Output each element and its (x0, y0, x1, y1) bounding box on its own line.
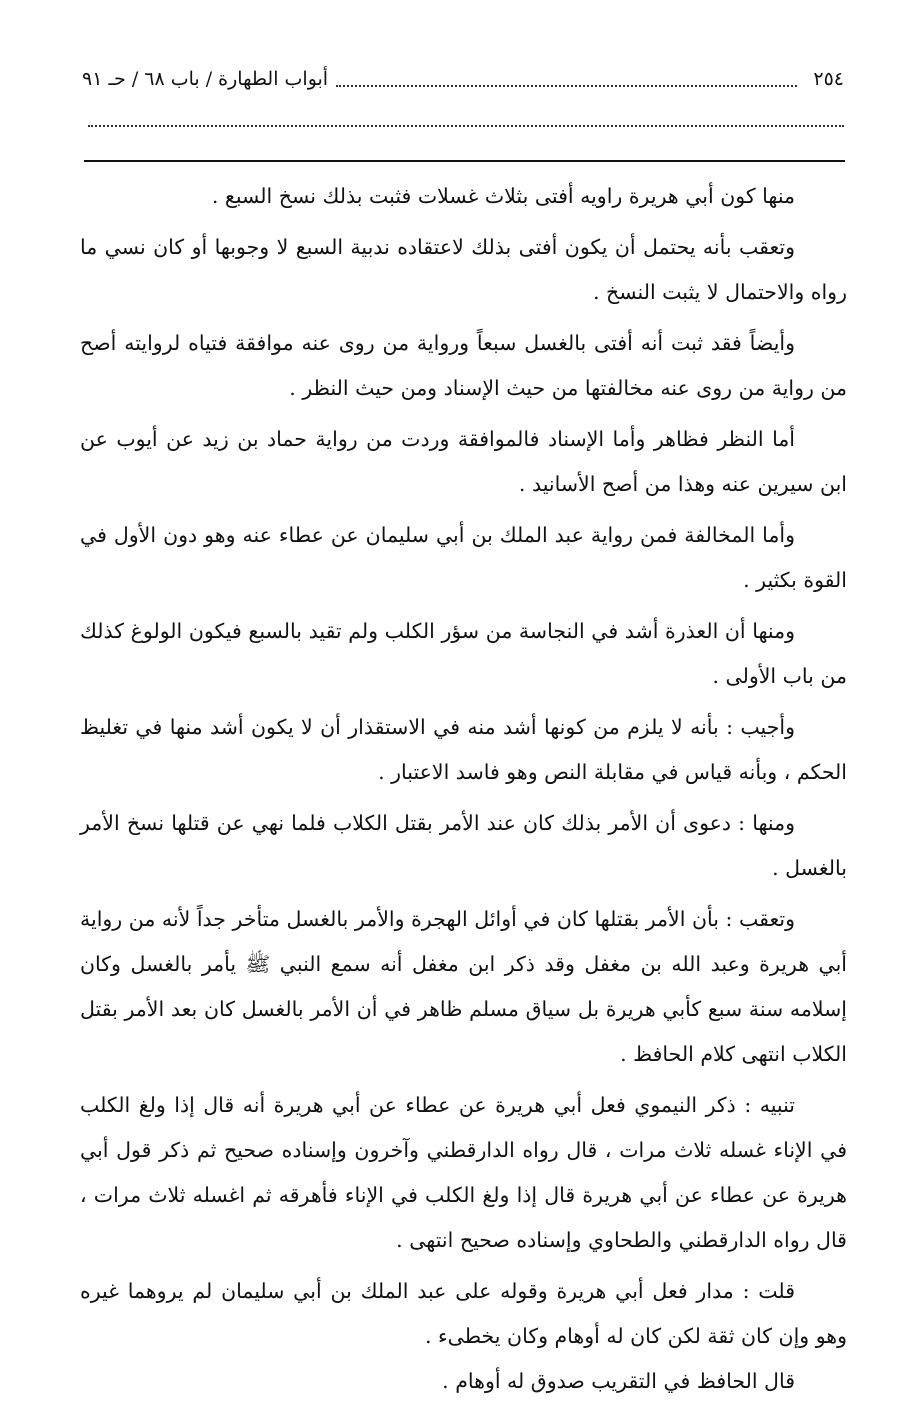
paragraph: وتعقب بأنه يحتمل أن يكون أفتى بذلك لاعتقاده ندبية السبع لا وجوبها أو كان نسي ما رواه والاحتمال لا يثبت النسخ . (80, 235, 847, 304)
paragraph: أما النظر فظاهر وأما الإسناد فالموافقة وردت من رواية حماد بن زيد عن أيوب عن ابن سيرين عنه وهذا من أصح الأسانيد . (80, 427, 847, 496)
page-body (80, 174, 847, 1404)
header-title: أبواب الطهارة / باب ٦٨ / حـ ٩١ (82, 68, 329, 90)
dotted-separator (88, 125, 844, 127)
paragraph: تنبيه : ذكر النيموي فعل أبي هريرة عن عطاء عن أبي هريرة أنه قال إذا ولغ الكلب في الإناء غسله ثلاث مرات ، قال رواه الدارقطني وآخرون وإسناده صحيح ثم ذكر قول أبي هريرة عن عطاء عن أبي هريرة قال إذا ولغ الكلب في الإناء فأهرقه ثم اغسله ثلاث مرات ، قال رواه الدارقطني والطحاوي وإسناده صحيح انتهى . (80, 1093, 847, 1252)
header-dot-leader (336, 84, 797, 87)
paragraph: ومنها أن العذرة أشد في النجاسة من سؤر الكلب ولم تقيد بالسبع فيكون الولوغ كذلك من باب الأولى . (80, 619, 847, 688)
page-number: ٢٥٤ (813, 68, 844, 90)
paragraph: ومنها : دعوى أن الأمر بذلك كان عند الأمر بقتل الكلاب فلما نهي عن قتلها نسخ الأمر بالغسل . (80, 811, 847, 880)
running-header (82, 64, 844, 94)
paragraph: وأيضاً فقد ثبت أنه أفتى بالغسل سبعاً ورواية من روى عنه موافقة فتياه لروايته أصح من رواية من روى عنه مخالفتها من حيث الإسناد ومن حيث النظر . (80, 331, 847, 400)
header-rule (84, 160, 845, 162)
paragraph: قلت : مدار فعل أبي هريرة وقوله على عبد الملك بن أبي سليمان لم يروهما غيره وهو وإن كان ثقة لكن كان له أوهام وكان يخطىء . (80, 1279, 847, 1348)
paragraph: وأما المخالفة فمن رواية عبد الملك بن أبي سليمان عن عطاء عنه وهو دون الأول في القوة بكثير . (80, 523, 847, 592)
paragraph: وتعقب : بأن الأمر بقتلها كان في أوائل الهجرة والأمر بالغسل متأخر جداً لأنه من رواية أبي هريرة وعبد الله بن مغفل وقد ذكر ابن مغفل أنه سمع النبي ﷺ يأمر بالغسل وكان إسلامه سنة سبع كأبي هريرة بل سياق مسلم ظاهر في أن الأمر بالغسل كان بعد الأمر بقتل الكلاب انتهى كلام الحافظ . (80, 907, 847, 1066)
paragraph: وأجيب : بأنه لا يلزم من كونها أشد منه في الاستقذار أن لا يكون أشد منها في تغليظ الحكم ، وبأنه قياس في مقابلة النص وهو فاسد الاعتبار . (80, 715, 847, 784)
paragraph: قال الحافظ في التقريب صدوق له أوهام . (442, 1369, 795, 1393)
paragraph: منها كون أبي هريرة راويه أفتى بثلاث غسلات فثبت بذلك نسخ السبع . (211, 184, 795, 208)
